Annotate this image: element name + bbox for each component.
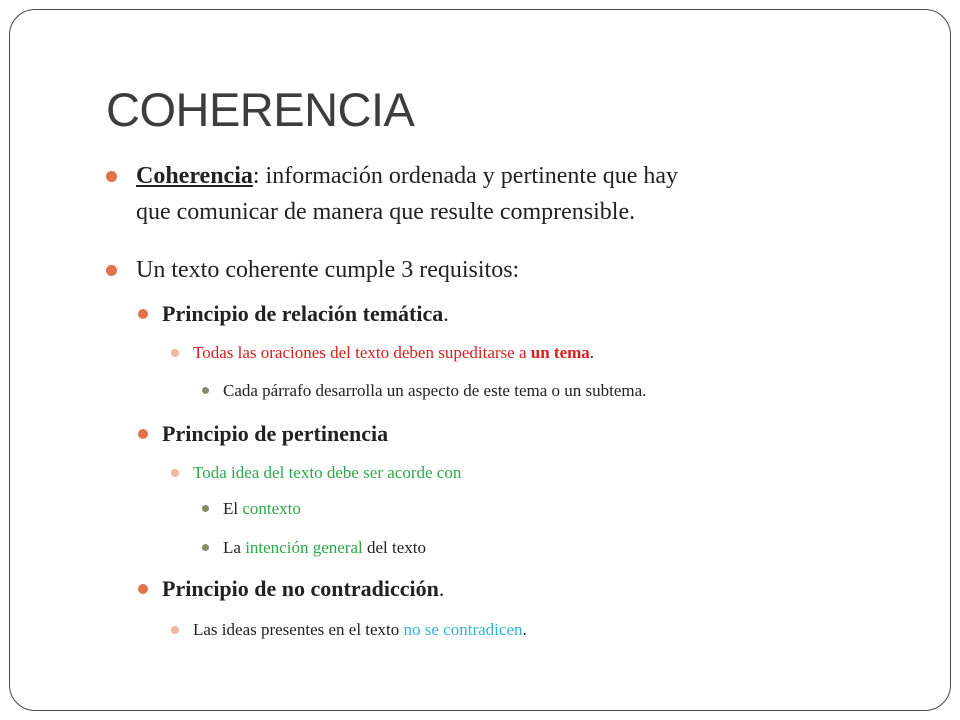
- bullet-dot: [171, 626, 179, 634]
- pertinencia-detail: [193, 460, 461, 486]
- principle-heading: Principio de pertinencia: [162, 421, 389, 446]
- principle-no-contradiccion: [162, 574, 444, 604]
- bullet-dot: [106, 265, 117, 276]
- detail-text: Todas las oraciones del texto deben supeditarse a: [193, 343, 531, 362]
- bullet-dot: [138, 584, 148, 594]
- detail-text: Toda idea del texto debe ser acorde con: [193, 463, 462, 482]
- detail-prefix: Las ideas presentes en el texto: [193, 620, 404, 639]
- bullet-requisitos: [136, 252, 519, 288]
- bullet-coherencia-definition: [136, 158, 678, 230]
- principle-heading-period: .: [438, 576, 445, 601]
- principle-heading: Principio de relación temática: [162, 301, 444, 326]
- relacion-tematica-detail: [193, 340, 594, 366]
- relacion-tematica-subdetail: [223, 378, 646, 404]
- contexto-highlight: contexto: [242, 499, 301, 518]
- definition-line-1: : información ordenada y pertinente que hay: [252, 163, 679, 189]
- principle-pertinencia: [162, 419, 388, 449]
- bullet-dot: [171, 349, 179, 357]
- contexto-prefix: El: [223, 499, 243, 518]
- detail-emphasis: un tema: [530, 343, 590, 362]
- pertinencia-contexto: [223, 496, 301, 522]
- subdetail-text: Cada párrafo desarrolla un aspecto de este tema o un subtema.: [223, 381, 647, 400]
- intencion-suffix: del texto: [362, 538, 426, 557]
- bullet-dot: [106, 171, 117, 182]
- slide-title: COHERENCIA: [106, 83, 415, 136]
- detail-highlight: no se contradicen: [403, 620, 523, 639]
- intencion-highlight: intención general: [245, 538, 363, 557]
- bullet-dot: [138, 309, 148, 319]
- definition-line-2: que comunicar de manera que resulte comprensible.: [136, 199, 636, 225]
- principle-heading-period: .: [443, 301, 449, 326]
- intencion-prefix: La: [223, 538, 246, 557]
- bullet-dot: [202, 387, 209, 394]
- bullet-dot: [138, 429, 148, 439]
- bullet-dot: [202, 544, 209, 551]
- principle-relacion-tematica: [162, 299, 449, 329]
- bullet-dot: [171, 469, 179, 477]
- term-coherencia: Coherencia: [136, 163, 253, 189]
- bullet-dot: [202, 505, 209, 512]
- requisitos-text: Un texto coherente cumple 3 requisitos:: [136, 257, 520, 283]
- detail-period: .: [522, 620, 527, 639]
- principle-heading: Principio de no contradicción: [162, 576, 439, 601]
- pertinencia-intencion: [223, 535, 426, 561]
- no-contradiccion-detail: [193, 617, 527, 643]
- detail-period: .: [589, 343, 595, 362]
